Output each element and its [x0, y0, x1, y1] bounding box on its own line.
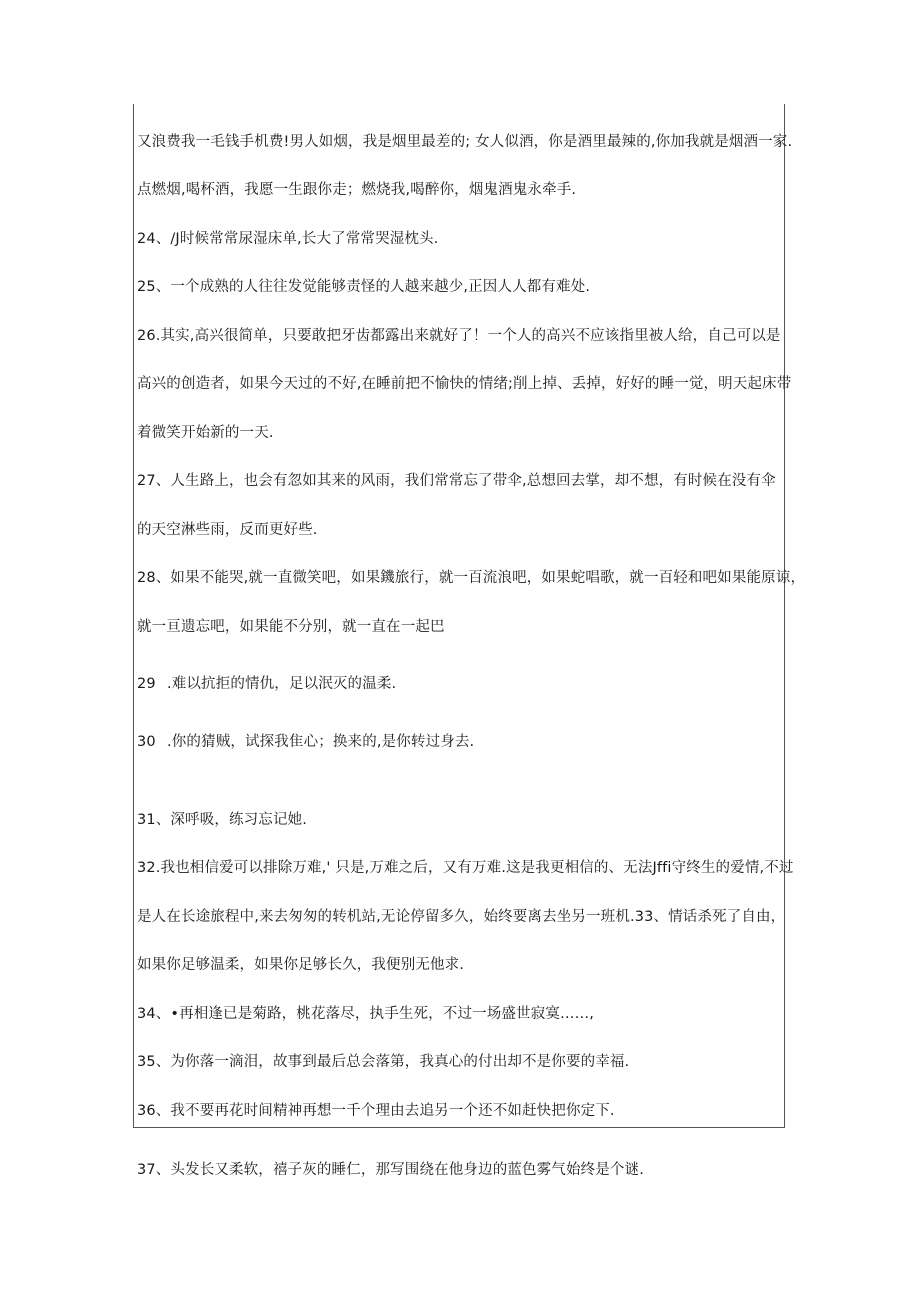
text-line: 34、•再相逢已是菊路，桃花落尽，执手生死，不过一场盛世寂寞……, — [137, 1006, 595, 1022]
text-line: 就一亘遗忘吧，如果能不分别，就一直在一起巴 — [137, 619, 445, 635]
text-line: 高兴的创造者，如果今天过的不好,在睡前把不愉快的情绪;削上掉、丢掉，好好的睡一觉，明天起床带 — [137, 376, 792, 392]
item-text: .难以抗拒的情仇，足以泯灭的温柔. — [167, 676, 397, 692]
text-line: 的天空淋些雨，反而更好些. — [137, 522, 318, 538]
text-line: 28、如果不能哭,就一直微笑吧，如果鐖旅行，就一百流浪吧，如果蛇唱歌，就一百轻和吧如果能原谅， — [137, 570, 806, 586]
text-line: 27、人生路上，也会有忽如其来的风雨，我们常常忘了带伞,总想回去掌，却不想，有时候在没有伞 — [137, 473, 776, 489]
text-line: 36、我不要再花时间精神再想一千个理由去追另一个还不如赶快把你定下. — [137, 1103, 615, 1119]
text-line: 26.其实,高兴很简单，只要敢把牙齿都露出来就好了！一个人的高兴不应该指里被人给，自己可以是 — [137, 328, 781, 344]
text-line: 着微笑开始新的一天. — [137, 425, 274, 441]
text-line: 如果你足够温柔，如果你足够长久，我便别无他求. — [137, 957, 465, 973]
text-line: 31、深呼吸，练习忘记她. — [137, 812, 308, 828]
text-line: 24、/J时候常常尿湿床单,长大了常常哭湿枕头. — [137, 231, 439, 247]
item-number: 29 — [137, 676, 156, 692]
text-line: 又浪费我一毛钱手机费!男人如烟，我是烟里最差的; 女人似酒，你是酒里最辣的,你加我就是烟酒一家. — [137, 134, 793, 150]
text-line: 37、头发长又柔软，禧子灰的睡仁，那写围绕在他身边的蓝色雾气始终是个谜. — [137, 1162, 644, 1178]
text-line: 点燃烟,喝杯酒，我愿一生跟你走；燃烧我,喝醉你，烟鬼酒鬼永牵手. — [137, 182, 577, 198]
item-text: .你的猜贼，试探我隹心；换来的,是你转过身去. — [167, 734, 475, 750]
text-line: 32.我也相信爱可以排除万难,' 只是,万难之后，又有万难.这是我更相信的、无法Jffi守终生的爱情,不过 — [137, 860, 794, 876]
text-line: 35、为你落一滴泪，故事到最后总会落第，我真心的付出却不是你要的幸福. — [137, 1054, 630, 1070]
text-line: 是人在长途旅程中,来去匆匆的转机站,无论停留多久，始终要离去坐另一班机.33、情话杀死了自由， — [137, 909, 786, 925]
item-number: 30 — [137, 734, 156, 750]
text-line: 25、一个成熟的人往往发觉能够责怪的人越来越少,正因人人都有难处. — [137, 279, 591, 295]
list-item-29 — [137, 674, 396, 694]
list-item-30 — [137, 732, 474, 752]
